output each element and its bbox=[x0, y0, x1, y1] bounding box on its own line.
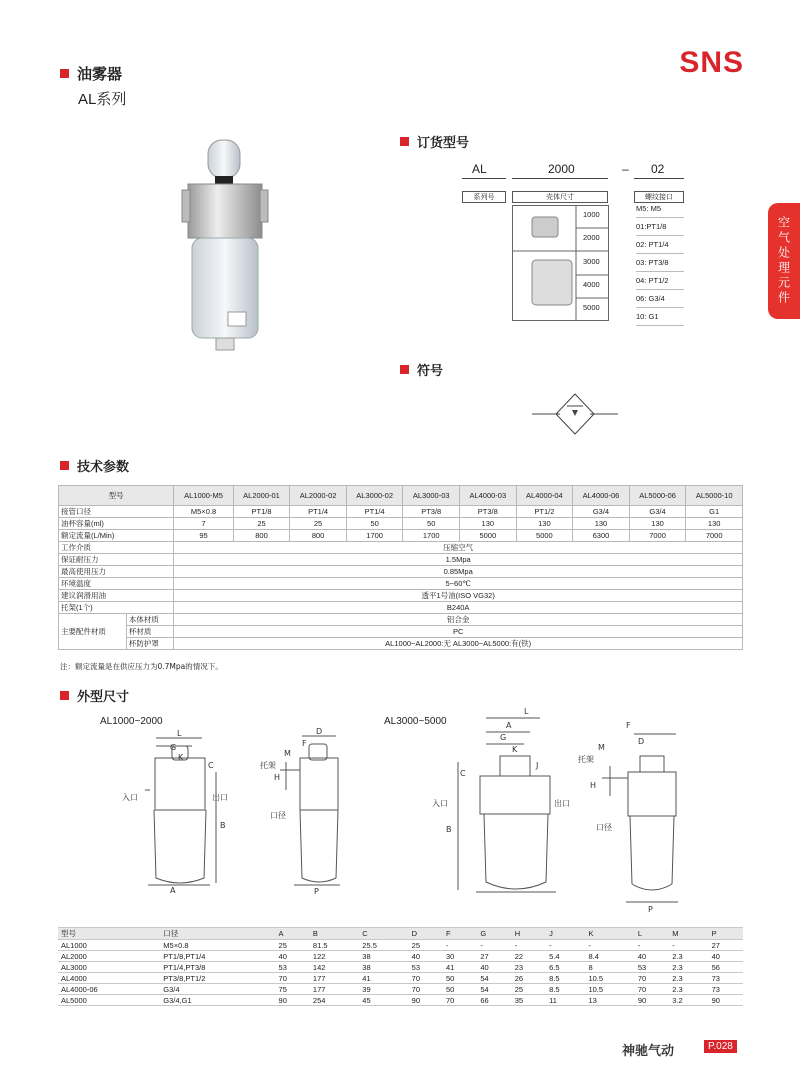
tech-row-label: 杯材质 bbox=[126, 626, 173, 638]
tech-row-label: 本体材质 bbox=[126, 614, 173, 626]
series-title: AL系列 bbox=[78, 91, 127, 108]
model-col: AL4000-04 bbox=[516, 486, 573, 506]
size-label: 壳体尺寸 bbox=[512, 191, 608, 203]
dim-cell: 8.5 bbox=[546, 984, 585, 995]
tech-row-label: 建议润滑用油 bbox=[59, 590, 174, 602]
dim-col-header: 口径 bbox=[160, 928, 275, 940]
tech-note: 注：额定流量是在供应压力为0.7Mpa的情况下。 bbox=[60, 662, 223, 671]
size-3000: 3000 bbox=[583, 257, 600, 266]
tech-cell: 1700 bbox=[346, 530, 403, 542]
dim-D-label: D bbox=[638, 737, 645, 746]
small-dimension-drawing bbox=[120, 728, 350, 906]
tech-row-label: 额定流量(L/Min) bbox=[59, 530, 174, 542]
tech-cell: M5×0.8 bbox=[174, 506, 233, 518]
tech-cell: 7000 bbox=[629, 530, 686, 542]
table-row bbox=[58, 940, 743, 951]
dim-P-label: P bbox=[648, 905, 653, 914]
dim-cell: 10.5 bbox=[585, 973, 634, 984]
dim-F-label: F bbox=[626, 721, 631, 730]
dim-cell: 90 bbox=[635, 995, 669, 1006]
inlet-label: 入口 bbox=[122, 793, 138, 802]
dim-cell: 40 bbox=[409, 951, 443, 962]
dim-cell: 81.5 bbox=[310, 940, 359, 951]
dim-L-label: L bbox=[524, 707, 529, 716]
dim-B-label: B bbox=[446, 825, 452, 834]
material-group-label: 主要配件材质 bbox=[59, 614, 127, 650]
dim-col-header: J bbox=[546, 928, 585, 940]
dim-cell: 122 bbox=[310, 951, 359, 962]
model-col: AL2000-01 bbox=[233, 486, 290, 506]
dim-cell: 3.2 bbox=[669, 995, 708, 1006]
tech-row-label: 接管口径 bbox=[59, 506, 174, 518]
dim-A-label: A bbox=[506, 721, 512, 730]
dim-cell: - bbox=[585, 940, 634, 951]
dim-cell: - bbox=[512, 940, 546, 951]
tech-row-label: 工作介质 bbox=[59, 542, 174, 554]
dim-col-header: C bbox=[359, 928, 408, 940]
dim-cell: 70 bbox=[409, 973, 443, 984]
dim-cell: 50 bbox=[443, 973, 477, 984]
side-category-tab[interactable] bbox=[768, 203, 800, 319]
tech-cell: 压缩空气 bbox=[174, 542, 743, 554]
tech-cell: 5~60℃ bbox=[174, 578, 743, 590]
page-number: P.028 bbox=[704, 1040, 737, 1053]
dim-G-label: G bbox=[500, 733, 507, 742]
heading-square-icon bbox=[60, 69, 69, 78]
large-dimension-drawing bbox=[420, 706, 710, 916]
dim-col-header: D bbox=[409, 928, 443, 940]
dim-cell: 50 bbox=[443, 984, 477, 995]
dim-cell: PT3/8,PT1/2 bbox=[160, 973, 275, 984]
table-row bbox=[58, 995, 743, 1006]
tech-row-label: 最高使用压力 bbox=[59, 566, 174, 578]
dim-col-header: F bbox=[443, 928, 477, 940]
dim-cell: 41 bbox=[359, 973, 408, 984]
size-1000: 1000 bbox=[583, 210, 600, 219]
dim-cell: 54 bbox=[477, 984, 511, 995]
dim-cell: - bbox=[635, 940, 669, 951]
tech-cell: PT1/4 bbox=[290, 506, 347, 518]
tech-row bbox=[59, 590, 743, 602]
dim-B-label: B bbox=[220, 821, 226, 830]
dim-cell: 8.5 bbox=[546, 973, 585, 984]
tech-cell: G3/4 bbox=[629, 506, 686, 518]
order-code-dash: – bbox=[622, 162, 629, 176]
tech-row bbox=[59, 626, 743, 638]
dim-col-header: L bbox=[635, 928, 669, 940]
tech-cell: G1 bbox=[686, 506, 743, 518]
dim-cell: 70 bbox=[635, 984, 669, 995]
dim-cell: 26 bbox=[512, 973, 546, 984]
dimensions-title: 外型尺寸 bbox=[77, 690, 130, 705]
tech-cell: 5000 bbox=[460, 530, 517, 542]
model-col: AL4000-06 bbox=[573, 486, 630, 506]
dim-M-label: M bbox=[598, 743, 605, 752]
tech-cell: 5000 bbox=[516, 530, 573, 542]
dim-cell: 75 bbox=[276, 984, 310, 995]
tech-row bbox=[59, 566, 743, 578]
dim-cell: - bbox=[546, 940, 585, 951]
ordering-heading bbox=[400, 132, 469, 151]
tech-title: 技术参数 bbox=[77, 460, 130, 475]
inlet-label: 入口 bbox=[432, 799, 448, 808]
bracket-label: 托架 bbox=[578, 755, 594, 764]
dim-cell: 40 bbox=[709, 951, 743, 962]
dim-col-header: A bbox=[276, 928, 310, 940]
tech-table bbox=[58, 485, 743, 650]
dim-cell: 2.3 bbox=[669, 962, 708, 973]
side-tab-label: 空气处理元件 bbox=[776, 216, 791, 306]
dim-cell: 177 bbox=[310, 973, 359, 984]
model-col: AL5000-06 bbox=[629, 486, 686, 506]
tech-cell: AL1000~AL2000:无 AL3000~AL5000:有(铁) bbox=[174, 638, 743, 650]
dim-cell: 40 bbox=[276, 951, 310, 962]
tech-cell: 130 bbox=[573, 518, 630, 530]
model-col: AL3000-03 bbox=[403, 486, 460, 506]
dim-cell: 45 bbox=[359, 995, 408, 1006]
dim-cell: AL1000 bbox=[58, 940, 160, 951]
dim-col-header: M bbox=[669, 928, 708, 940]
dim-cell: 142 bbox=[310, 962, 359, 973]
dim-cell: AL4000 bbox=[58, 973, 160, 984]
port-item: M5: M5 bbox=[636, 200, 684, 218]
size-5000: 5000 bbox=[583, 303, 600, 312]
heading-square-icon bbox=[400, 365, 409, 374]
outlet-label: 出口 bbox=[554, 799, 570, 808]
tech-cell: 1700 bbox=[403, 530, 460, 542]
port-list bbox=[636, 200, 684, 326]
tech-row bbox=[59, 614, 743, 626]
dim-col-header: B bbox=[310, 928, 359, 940]
symbol-heading bbox=[400, 360, 443, 379]
dim-K-label: K bbox=[178, 753, 184, 762]
dim-A-label: A bbox=[170, 886, 176, 895]
brand-logo: SNS bbox=[679, 46, 744, 79]
port-item: 02: PT1/4 bbox=[636, 236, 684, 254]
tech-cell: 50 bbox=[346, 518, 403, 530]
tech-row-label: 油杯容量(ml) bbox=[59, 518, 174, 530]
tech-row-label: 托架(1个) bbox=[59, 602, 174, 614]
dim-col-header: P bbox=[709, 928, 743, 940]
dim-cell: 39 bbox=[359, 984, 408, 995]
dim-cell: 25 bbox=[409, 940, 443, 951]
dim-col-header: G bbox=[477, 928, 511, 940]
tech-cell: PT1/2 bbox=[516, 506, 573, 518]
dim-cell: G3/4 bbox=[160, 984, 275, 995]
dim-cell: 38 bbox=[359, 962, 408, 973]
dim-cell: 8.4 bbox=[585, 951, 634, 962]
tech-cell: PT3/8 bbox=[460, 506, 517, 518]
tech-row bbox=[59, 506, 743, 518]
dim-cell: 73 bbox=[709, 973, 743, 984]
symbol-title: 符号 bbox=[417, 364, 444, 379]
tech-cell: 95 bbox=[174, 530, 233, 542]
size-2000: 2000 bbox=[583, 233, 600, 242]
dim-cell: 25 bbox=[276, 940, 310, 951]
dimensions-heading bbox=[60, 686, 129, 705]
order-code-series: AL bbox=[472, 162, 487, 176]
dim-cell: 25 bbox=[512, 984, 546, 995]
tech-row bbox=[59, 554, 743, 566]
dim-cell: 70 bbox=[409, 984, 443, 995]
dim-cell: 40 bbox=[477, 962, 511, 973]
dim-G-label: G bbox=[170, 743, 177, 752]
dim-cell: 66 bbox=[477, 995, 511, 1006]
tech-cell: 7000 bbox=[686, 530, 743, 542]
tech-cell: PC bbox=[174, 626, 743, 638]
model-col: AL4000-03 bbox=[460, 486, 517, 506]
tech-cell: 800 bbox=[233, 530, 290, 542]
dim-cell: 56 bbox=[709, 962, 743, 973]
category-heading bbox=[60, 63, 122, 84]
dim-cell: 27 bbox=[709, 940, 743, 951]
dim-cell: 70 bbox=[276, 973, 310, 984]
port-size-label: 口径 bbox=[270, 811, 286, 820]
dim-cell: 11 bbox=[546, 995, 585, 1006]
dim-P-label: P bbox=[314, 887, 319, 896]
dim-cell: - bbox=[443, 940, 477, 951]
order-code-size: 2000 bbox=[548, 162, 575, 176]
dim-cell: 2.3 bbox=[669, 951, 708, 962]
dim-cell: AL4000-06 bbox=[58, 984, 160, 995]
tech-cell: 130 bbox=[629, 518, 686, 530]
dim-cell: G3/4,G1 bbox=[160, 995, 275, 1006]
port-label: 螺纹接口 bbox=[634, 191, 684, 203]
tech-row bbox=[59, 530, 743, 542]
tech-cell: 130 bbox=[686, 518, 743, 530]
dim-C-label: C bbox=[208, 761, 214, 770]
large-model-label: AL3000~5000 bbox=[384, 716, 447, 727]
dim-K-label: K bbox=[512, 745, 518, 754]
dim-cell: - bbox=[477, 940, 511, 951]
model-col: AL3000-02 bbox=[346, 486, 403, 506]
port-item: 01:PT1/8 bbox=[636, 218, 684, 236]
dim-cell: 23 bbox=[512, 962, 546, 973]
dim-cell: 2.3 bbox=[669, 984, 708, 995]
dim-cell: 25.5 bbox=[359, 940, 408, 951]
heading-square-icon bbox=[400, 137, 409, 146]
dim-cell: 6.5 bbox=[546, 962, 585, 973]
tech-row-label: 杯防护罩 bbox=[126, 638, 173, 650]
tech-cell: 25 bbox=[290, 518, 347, 530]
tech-cell: PT3/8 bbox=[403, 506, 460, 518]
dim-cell: 254 bbox=[310, 995, 359, 1006]
dim-cell: 90 bbox=[409, 995, 443, 1006]
dim-cell: 90 bbox=[709, 995, 743, 1006]
dim-cell: 53 bbox=[276, 962, 310, 973]
tech-cell: 7 bbox=[174, 518, 233, 530]
dim-F-label: F bbox=[302, 739, 307, 748]
category-title: 油雾器 bbox=[77, 65, 123, 83]
dim-cell: 13 bbox=[585, 995, 634, 1006]
dim-cell: 53 bbox=[409, 962, 443, 973]
bracket-label: 托架 bbox=[260, 761, 276, 770]
tech-cell: B240A bbox=[174, 602, 743, 614]
port-size-label: 口径 bbox=[596, 823, 612, 832]
tech-cell: PT1/4 bbox=[346, 506, 403, 518]
outlet-label: 出口 bbox=[212, 793, 228, 802]
dim-cell: 41 bbox=[443, 962, 477, 973]
tech-cell: 铝合金 bbox=[174, 614, 743, 626]
order-code-port: 02 bbox=[651, 162, 665, 176]
product-photo bbox=[170, 132, 280, 362]
dim-cell: 38 bbox=[359, 951, 408, 962]
table-row bbox=[58, 984, 743, 995]
model-col: AL2000-02 bbox=[290, 486, 347, 506]
dim-cell: 22 bbox=[512, 951, 546, 962]
dim-col-header: H bbox=[512, 928, 546, 940]
table-row bbox=[58, 962, 743, 973]
dim-cell: 35 bbox=[512, 995, 546, 1006]
port-item: 06: G3/4 bbox=[636, 290, 684, 308]
tech-cell: 130 bbox=[460, 518, 517, 530]
lubricator-symbol-icon bbox=[530, 390, 620, 440]
tech-cell: 6300 bbox=[573, 530, 630, 542]
small-model-label: AL1000~2000 bbox=[100, 716, 163, 727]
tech-row bbox=[59, 602, 743, 614]
dim-col-header: K bbox=[585, 928, 634, 940]
dim-cell: PT1/4,PT3/8 bbox=[160, 962, 275, 973]
dim-cell: AL2000 bbox=[58, 951, 160, 962]
tech-row bbox=[59, 638, 743, 650]
dim-cell: M5×0.8 bbox=[160, 940, 275, 951]
dim-col-header: 型号 bbox=[58, 928, 160, 940]
dim-J-label: J bbox=[536, 761, 539, 770]
tech-cell: 130 bbox=[516, 518, 573, 530]
tech-cell: 800 bbox=[290, 530, 347, 542]
dim-cell: PT1/8,PT1/4 bbox=[160, 951, 275, 962]
tech-cell: 透平1号油(ISO VG32) bbox=[174, 590, 743, 602]
dim-cell: 70 bbox=[443, 995, 477, 1006]
tech-row bbox=[59, 578, 743, 590]
dim-cell: AL3000 bbox=[58, 962, 160, 973]
dim-cell: 30 bbox=[443, 951, 477, 962]
table-row bbox=[58, 973, 743, 984]
dim-L-label: L bbox=[177, 729, 182, 738]
port-item: 04: PT1/2 bbox=[636, 272, 684, 290]
dim-cell: 40 bbox=[635, 951, 669, 962]
tech-cell: 25 bbox=[233, 518, 290, 530]
dimension-table bbox=[58, 927, 743, 1006]
dim-cell: 8 bbox=[585, 962, 634, 973]
table-row bbox=[58, 951, 743, 962]
size-4000: 4000 bbox=[583, 280, 600, 289]
heading-square-icon bbox=[60, 691, 69, 700]
dim-cell: 10.5 bbox=[585, 984, 634, 995]
tech-cell: PT1/8 bbox=[233, 506, 290, 518]
dim-M-label: M bbox=[284, 749, 291, 758]
dim-cell: 54 bbox=[477, 973, 511, 984]
dim-cell: AL5000 bbox=[58, 995, 160, 1006]
dim-cell: 90 bbox=[276, 995, 310, 1006]
tech-row bbox=[59, 518, 743, 530]
port-item: 03: PT3/8 bbox=[636, 254, 684, 272]
heading-square-icon bbox=[60, 461, 69, 470]
tech-cell: 50 bbox=[403, 518, 460, 530]
tech-cell: G3/4 bbox=[573, 506, 630, 518]
dim-H-label: H bbox=[274, 773, 281, 782]
model-col: AL5000-10 bbox=[686, 486, 743, 506]
dim-H-label: H bbox=[590, 781, 597, 790]
series-label: 系列号 bbox=[462, 191, 506, 203]
tech-row-label: 保证耐压力 bbox=[59, 554, 174, 566]
port-item: 10: G1 bbox=[636, 308, 684, 326]
tech-row bbox=[59, 542, 743, 554]
dim-D-label: D bbox=[316, 728, 323, 736]
model-col: AL1000-M5 bbox=[174, 486, 233, 506]
dim-cell: 73 bbox=[709, 984, 743, 995]
ordering-title: 订货型号 bbox=[417, 136, 470, 151]
tech-heading bbox=[60, 456, 129, 475]
company-logo: 神驰气动 bbox=[622, 1044, 675, 1059]
dim-cell: 5.4 bbox=[546, 951, 585, 962]
dim-C-label: C bbox=[460, 769, 466, 778]
dim-cell: - bbox=[669, 940, 708, 951]
dim-cell: 2.3 bbox=[669, 973, 708, 984]
dim-cell: 177 bbox=[310, 984, 359, 995]
tech-row-label: 环境温度 bbox=[59, 578, 174, 590]
dim-cell: 70 bbox=[635, 973, 669, 984]
dim-cell: 53 bbox=[635, 962, 669, 973]
tech-cell: 0.85Mpa bbox=[174, 566, 743, 578]
tech-cell: 1.5Mpa bbox=[174, 554, 743, 566]
tech-header-model: 型号 bbox=[59, 486, 174, 506]
dim-cell: 27 bbox=[477, 951, 511, 962]
